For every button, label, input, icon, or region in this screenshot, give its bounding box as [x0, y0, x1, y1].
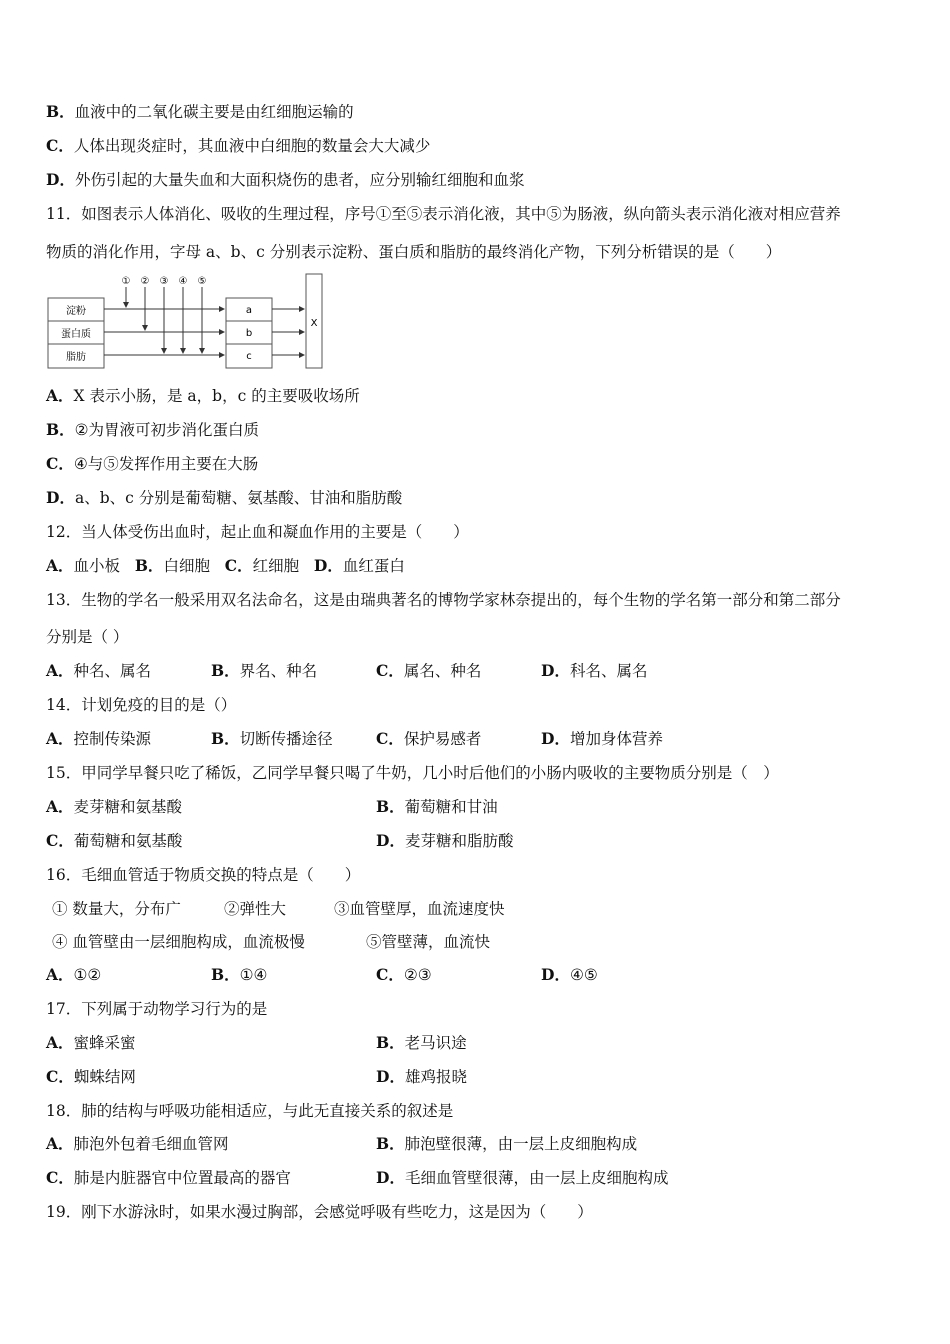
- q13-options: [46, 661, 906, 681]
- q17-options-row2: [46, 1067, 906, 1087]
- q13-option-b: B．界名、种名: [211, 661, 318, 680]
- q11-stem-line2: 物质的消化作用，字母 a、b、c 分别表示淀粉、蛋白质和脂肪的最终消化产物，下列分析错误的是（ ）: [46, 243, 782, 261]
- q14-stem: 14．计划免疫的目的是（）: [46, 696, 237, 714]
- q14-option-c: C．保护易感者: [376, 729, 482, 748]
- q11-option-a: A．X 表示小肠，是 a，b，c 的主要吸收场所: [46, 386, 360, 405]
- q16-stem: 16．毛细血管适于物质交换的特点是（ ）: [46, 866, 361, 884]
- q18-option-c: C．肺是内脏器官中位置最高的器官: [46, 1168, 291, 1187]
- q13-option-d: D．科名、属名: [541, 661, 648, 680]
- q16-options: [46, 965, 906, 985]
- q15-option-b: B．葡萄糖和甘油: [376, 797, 498, 816]
- q18-options-row1: [46, 1134, 906, 1154]
- q17-stem: 17．下列属于动物学习行为的是: [46, 1000, 268, 1018]
- product-c: c: [246, 351, 252, 362]
- q17-option-c: C．蜘蛛结网: [46, 1067, 136, 1086]
- q16-items-row2: ④ 血管壁由一层细胞构成，血流极慢 ⑤管壁薄，血流快: [52, 933, 491, 951]
- q15-option-a: A．麦芽糖和氨基酸: [46, 797, 183, 816]
- q11-option-d: D．a、b、c 分别是葡萄糖、氨基酸、甘油和脂肪酸: [46, 488, 403, 507]
- q17-option-b: B．老马识途: [376, 1033, 467, 1052]
- q10-option-b: B．血液中的二氧化碳主要是由红细胞运输的: [46, 102, 354, 121]
- q15-options-row2: [46, 831, 906, 851]
- q16-option-c: C．②③: [376, 965, 432, 984]
- q15-option-d: D．麦芽糖和脂肪酸: [376, 831, 514, 850]
- q17-options-row1: [46, 1033, 906, 1053]
- juice-1: ①: [121, 276, 131, 287]
- q15-stem: 15．甲同学早餐只吃了稀饭，乙同学早餐只喝了牛奶，几小时后他们的小肠内吸收的主要物质分别是（ ）: [46, 764, 779, 782]
- q16-option-b: B．①④: [211, 965, 268, 984]
- q11-stem-line1: 11．如图表示人体消化、吸收的生理过程，序号①至⑤表示消化液，其中⑤为肠液，纵向箭头表示消化液对相应营养: [46, 205, 841, 223]
- product-b: b: [245, 328, 253, 339]
- q18-option-a: A．肺泡外包着毛细血管网: [46, 1134, 229, 1153]
- q13-stem-line2: 分别是（ ）: [46, 628, 129, 646]
- q16-items-row1: ① 数量大，分布广 ②弹性大 ③血管壁厚，血流速度快: [52, 900, 505, 918]
- q14-option-d: D．增加身体营养: [541, 729, 663, 748]
- q19-stem: 19．刚下水游泳时，如果水漫过胸部，会感觉呼吸有些吃力，这是因为（ ）: [46, 1203, 593, 1221]
- juice-5: ⑤: [197, 276, 207, 287]
- q18-stem: 18．肺的结构与呼吸功能相适应，与此无直接关系的叙述是: [46, 1102, 454, 1120]
- q16-option-d: D．④⑤: [541, 965, 598, 984]
- q11-option-c: C．④与⑤发挥作用主要在大肠: [46, 454, 259, 473]
- q14-options: [46, 729, 906, 749]
- juice-2: ②: [140, 276, 150, 287]
- q12-stem: 12．当人体受伤出血时，起止血和凝血作用的主要是（ ）: [46, 523, 469, 541]
- q15-option-c: C．葡萄糖和氨基酸: [46, 831, 183, 850]
- juice-3: ③: [159, 276, 169, 287]
- q12-options: A．血小板 B．白细胞 C．红细胞 D．血红蛋白: [46, 556, 405, 575]
- digestion-diagram: [46, 272, 326, 372]
- juice-4: ④: [178, 276, 188, 287]
- q17-option-a: A．蜜蜂采蜜: [46, 1033, 136, 1052]
- q11-option-b: B．②为胃液可初步消化蛋白质: [46, 420, 260, 439]
- q18-options-row2: [46, 1168, 906, 1188]
- q13-option-a: A．种名、属名: [46, 661, 152, 680]
- nutrient-starch: 淀粉: [66, 306, 86, 317]
- q17-option-d: D．雄鸡报晓: [376, 1067, 467, 1086]
- nutrient-protein: 蛋白质: [61, 329, 91, 340]
- q10-option-d: D．外伤引起的大量失血和大面积烧伤的患者，应分别输红细胞和血浆: [46, 170, 525, 189]
- q10-option-c: C．人体出现炎症时，其血液中白细胞的数量会大大减少: [46, 136, 431, 155]
- product-a: a: [245, 305, 253, 316]
- q13-option-c: C．属名、种名: [376, 661, 482, 680]
- q14-option-a: A．控制传染源: [46, 729, 152, 748]
- q16-option-a: A．①②: [46, 965, 102, 984]
- q14-option-b: B．切断传播途径: [211, 729, 333, 748]
- q15-options-row1: [46, 797, 906, 817]
- nutrient-fat: 脂肪: [66, 352, 86, 363]
- q18-option-d: D．毛细血管壁很薄，由一层上皮细胞构成: [376, 1168, 669, 1187]
- q18-option-b: B．肺泡壁很薄，由一层上皮细胞构成: [376, 1134, 638, 1153]
- organ-x-label: X: [310, 318, 318, 329]
- q13-stem-line1: 13．生物的学名一般采用双名法命名，这是由瑞典著名的博物学家林奈提出的，每个生物的学名第一部分和第二部分: [46, 591, 841, 609]
